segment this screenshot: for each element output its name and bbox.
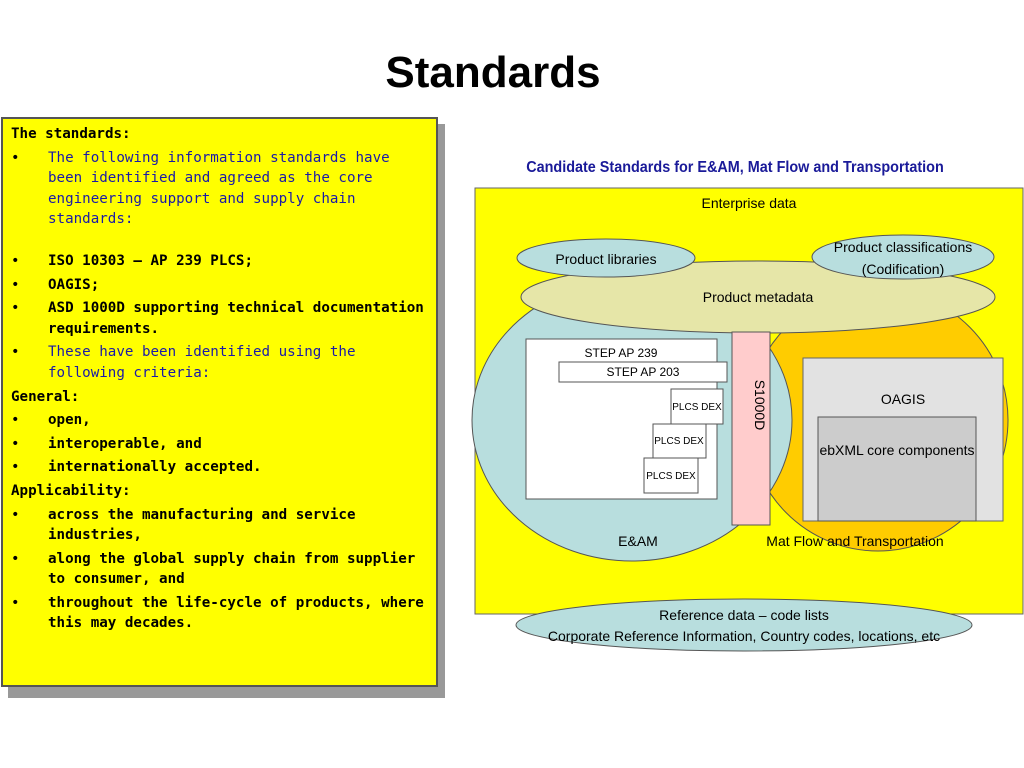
- bullet: •: [11, 149, 20, 166]
- standards-intro: The following information standards have been identified and agreed as the core engineering support and supply chain standards:: [48, 149, 390, 228]
- ebxml-label: ebXML core components: [819, 442, 975, 458]
- standard-item-iso: ISO 10303 – AP 239 PLCS;: [48, 252, 253, 269]
- plcs-dex-label: PLCS DEX: [646, 471, 696, 482]
- plcs-dex-label: PLCS DEX: [672, 402, 722, 413]
- s1000d-label: S1000D: [752, 379, 768, 431]
- product-classifications-label: Product classifications: [833, 239, 973, 255]
- bullet: •: [11, 594, 20, 611]
- standard-item-oagis: OAGIS;: [48, 276, 100, 293]
- general-item: open,: [48, 412, 91, 429]
- bullet: •: [11, 435, 20, 452]
- standard-item-asd: ASD 1000D supporting technical documentation requirements.: [48, 300, 424, 337]
- general-label: General:: [11, 388, 80, 405]
- enterprise-data-label: Enterprise data: [701, 195, 797, 211]
- bullet: •: [11, 276, 20, 293]
- general-item: interoperable, and: [48, 435, 202, 452]
- applicability-item: across the manufacturing and service industries,: [48, 506, 356, 544]
- step-ap203-label: STEP AP 203: [606, 365, 680, 379]
- criteria-intro: These have been identified using the following criteria:: [48, 344, 356, 381]
- reference-data-detail: Corporate Reference Information, Country codes, locations, etc: [547, 628, 941, 644]
- eam-label: E&AM: [618, 533, 658, 549]
- product-metadata-label: Product metadata: [702, 289, 814, 305]
- product-libraries-label: Product libraries: [555, 251, 657, 267]
- general-item: internationally accepted.: [48, 459, 262, 476]
- applicability-label: Applicability:: [11, 482, 131, 499]
- bullet: •: [11, 506, 20, 523]
- codification-label: (Codification): [861, 261, 945, 277]
- applicability-item: along the global supply chain from supplier to consumer, and: [48, 550, 416, 588]
- step-ap239-label: STEP AP 239: [584, 346, 658, 360]
- mat-flow-label: Mat Flow and Transportation: [766, 533, 944, 549]
- reference-data-label: Reference data – code lists: [659, 607, 829, 623]
- bullet: •: [11, 412, 20, 429]
- bullet: •: [11, 300, 20, 317]
- ebxml-box: [818, 417, 976, 521]
- page-title: Standards: [385, 48, 601, 97]
- plcs-dex-label: PLCS DEX: [654, 436, 704, 447]
- standards-heading: The standards:: [11, 126, 131, 142]
- bullet: •: [11, 344, 20, 361]
- bullet: •: [11, 550, 20, 567]
- bullet: •: [11, 459, 20, 476]
- applicability-item: throughout the life-cycle of products, where this may decades.: [48, 594, 424, 632]
- diagram-title: Candidate Standards for E&AM, Mat Flow and Transportation: [526, 158, 944, 177]
- bullet: •: [11, 252, 20, 269]
- oagis-label: OAGIS: [880, 391, 926, 407]
